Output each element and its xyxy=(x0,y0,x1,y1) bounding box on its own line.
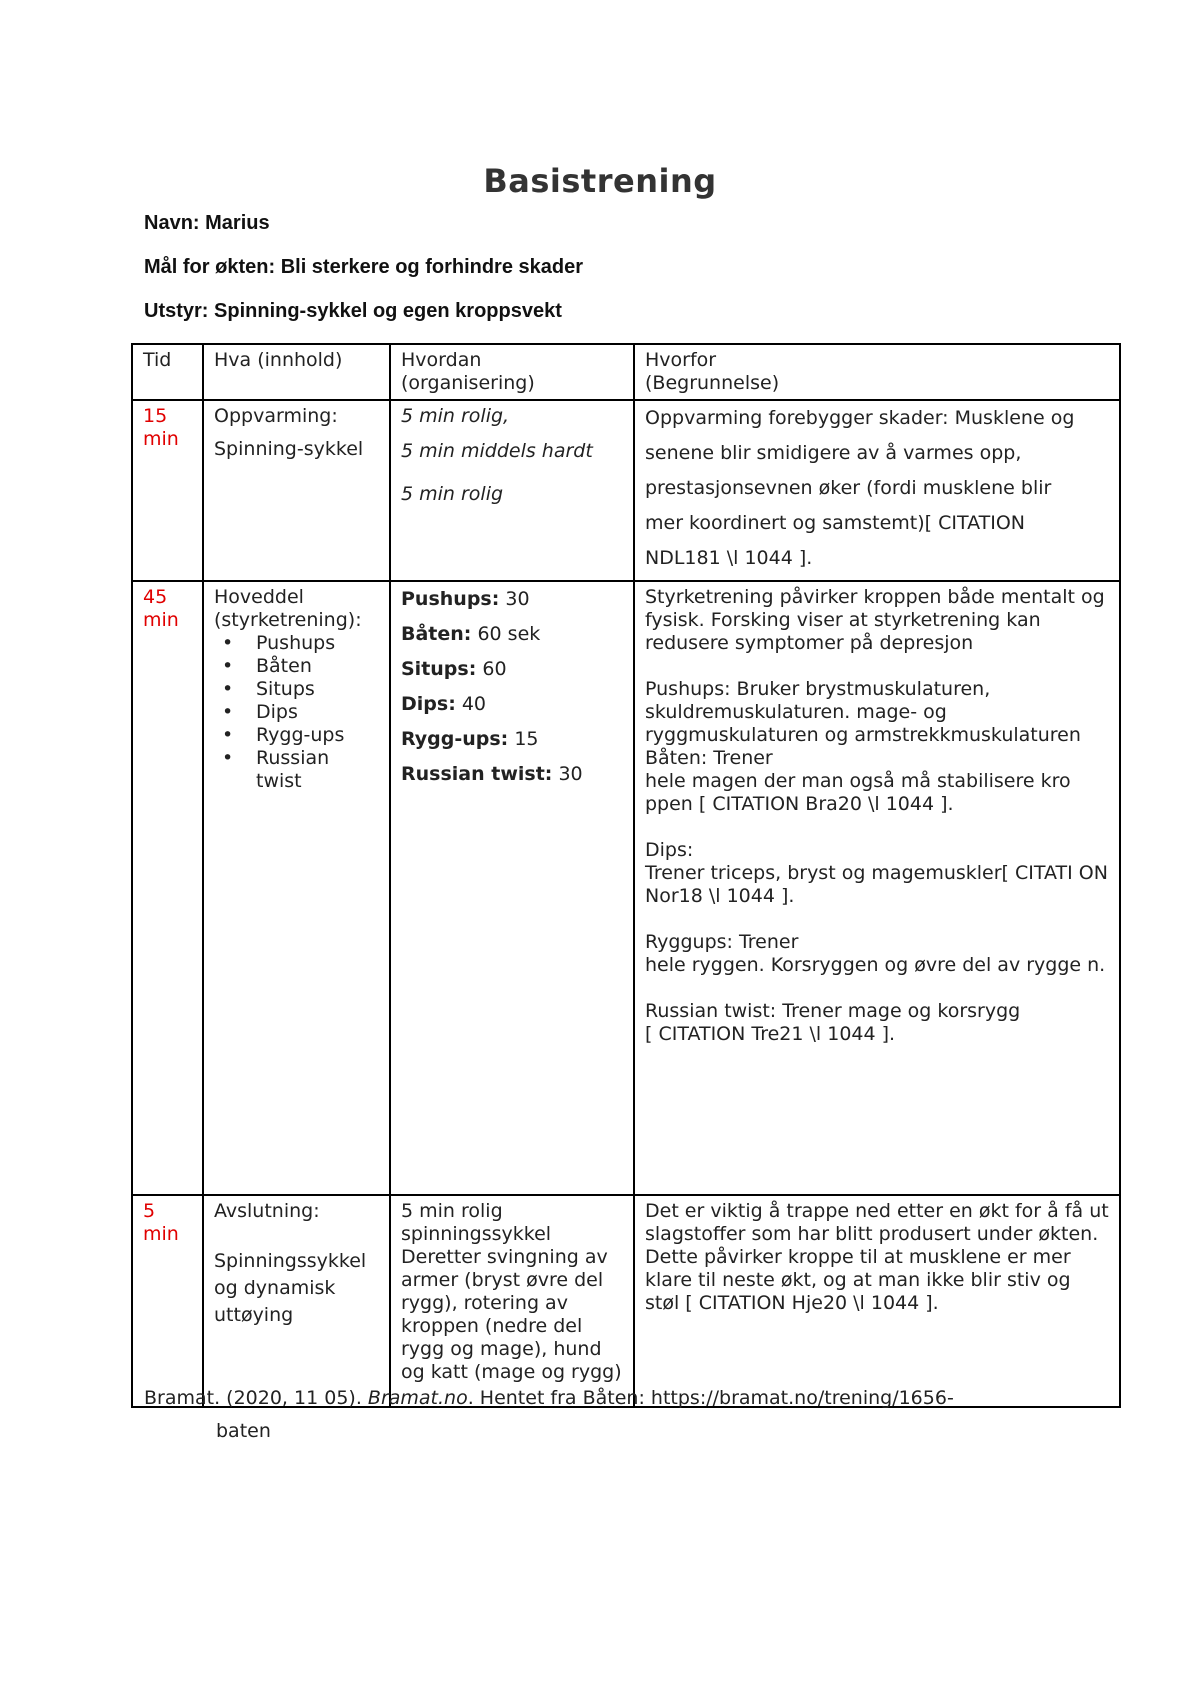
goal-line xyxy=(144,256,583,279)
list-item: • Båten xyxy=(214,655,379,678)
header-row xyxy=(132,344,1120,400)
equipment-value: Spinning-sykkel og egen kroppsvekt xyxy=(214,300,562,322)
time-cell: 15 min xyxy=(132,400,203,581)
reason-cell: Oppvarming forebygger skader: Musklene og senene blir smidigere av å varmes opp, prestasjonsevnen øker (fordi musklene blir mer koordinert og samstemt)[ CITATION NDL181 \l 1044 ]. xyxy=(634,400,1120,581)
time-cell: 5 min xyxy=(132,1195,203,1407)
table-row xyxy=(132,581,1120,1195)
content-cell: Hoveddel (styrketrening): • Pushups • Båten • Situps • Dips • Rygg-ups • Russian twist xyxy=(203,581,390,1195)
content-cell: Oppvarming: Spinning-sykkel xyxy=(203,400,390,581)
page-title: Basistrening xyxy=(483,162,717,200)
name-value: Marius xyxy=(205,212,270,234)
list-item: • Pushups xyxy=(214,632,379,655)
header-hvorfor: Hvorfor (Begrunnelse) xyxy=(634,344,1120,400)
list-item: • Dips xyxy=(214,701,379,724)
table-row xyxy=(132,400,1120,581)
reference-site: Bramat.no xyxy=(367,1387,468,1409)
reason-cell: Det er viktig å trappe ned etter en økt for å få ut slagstoffer som har blitt produsert under økten. Dette påvirker kroppe til at musklene er mer klare til neste økt, og at man ikke blir stiv og støl [ CITATION Hje20 \l 1044 ]. xyxy=(634,1195,1120,1407)
header-hvordan: Hvordan (organisering) xyxy=(390,344,634,400)
list-item: • Russian twist xyxy=(214,747,379,793)
list-item: • Situps xyxy=(214,678,379,701)
content-cell: Avslutning: Spinningssykkel og dynamisk uttøying xyxy=(203,1195,390,1407)
equipment-label: Utstyr: xyxy=(144,300,209,322)
name-line xyxy=(144,212,270,235)
reason-cell: Styrketrening påvirker kroppen både mentalt og fysisk. Forsking viser at styrketrening kan redusere symptomer på depresjon Pushups: Bruker brystmuskulaturen, skuldremuskulaturen. mage- og ryggmuskulaturen og armstrekkmuskulaturen Båten: Trener hele magen der man også må stabilisere kro ppen [ CITATION Bra20 \l 1044 ]. Dips: Trener triceps, bryst og magemuskler[ CITATI ON Nor18 \l 1044 ]. Ryggups: Trener hele ryggen. Korsryggen og øvre del av rygge n. Russian twist: Trener mage og korsrygg [ CITATION Tre21 \l 1044 ]. xyxy=(634,581,1120,1195)
time-cell: 45 min xyxy=(132,581,203,1195)
goal-label: Mål for økten: xyxy=(144,256,276,278)
organisation-cell: 5 min rolig spinningssykkel Deretter svingning av armer (bryst øvre del rygg), rotering av kroppen (nedre del rygg og mage), hund og katt (mage og rygg) xyxy=(390,1195,634,1407)
list-item: • Rygg-ups xyxy=(214,724,379,747)
organisation-cell: 5 min rolig, 5 min middels hardt 5 min rolig xyxy=(390,400,634,581)
reference-continuation: baten xyxy=(216,1420,271,1442)
header-hva: Hva (innhold) xyxy=(203,344,390,400)
goal-value: Bli sterkere og forhindre skader xyxy=(280,256,584,278)
organisation-cell: Pushups: 30 Båten: 60 sek Situps: 60 Dips: 40 Rygg-ups: 15 Russian twist: 30 xyxy=(390,581,634,1195)
name-label: Navn: xyxy=(144,212,200,234)
reference-entry: Bramat. (2020, 11 05). Bramat.no. Hentet fra Båten: https://bramat.no/trening/1656- xyxy=(144,1387,954,1409)
equipment-line xyxy=(144,300,562,323)
training-table xyxy=(131,343,1121,1408)
header-tid: Tid xyxy=(132,344,203,400)
exercise-list xyxy=(214,632,379,793)
table-row xyxy=(132,1195,1120,1407)
